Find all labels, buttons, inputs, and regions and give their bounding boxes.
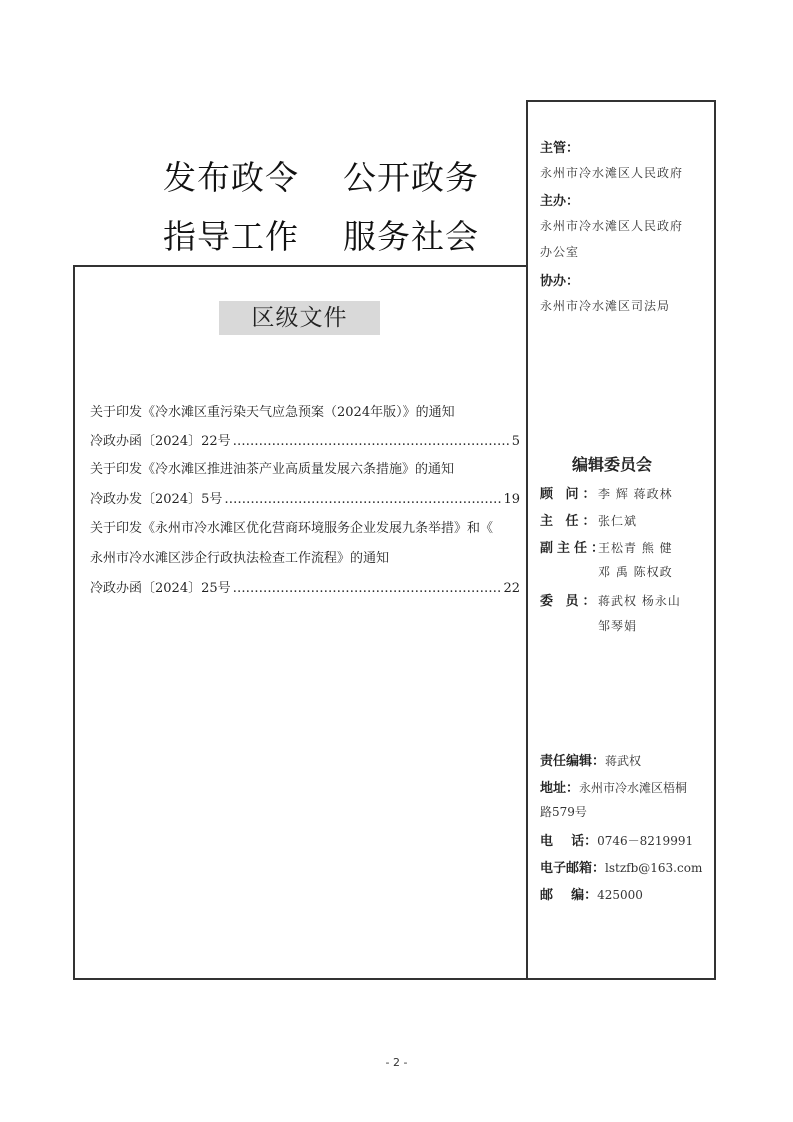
board-names: 邹琴娟 <box>598 619 638 633</box>
board-names: 王松青 熊 健 <box>598 541 673 555</box>
masthead-panel <box>526 100 716 980</box>
toc-item-ref[interactable] <box>90 491 520 509</box>
toc-item-title-cont[interactable]: 永州市冷水滩区涉企行政执法检查工作流程》的通知 <box>90 551 390 566</box>
toc-page-number: 22 <box>503 581 520 596</box>
address-value: 永州市冷水滩区梧桐 <box>579 781 688 795</box>
toc-leader-dots <box>233 433 510 451</box>
board-names: 邓 禹 陈权政 <box>598 565 673 579</box>
slogan-text: 指导工作 <box>163 217 299 256</box>
board-role: 委 员： <box>540 594 600 609</box>
toc-doc-number: 冷政办函〔2024〕22号 <box>90 434 231 449</box>
board-row <box>540 590 681 609</box>
board-role: 主 任： <box>540 514 600 529</box>
address-label: 地址： <box>540 781 580 796</box>
email-label: 电子邮箱： <box>540 861 606 876</box>
slogan-line-2 <box>163 211 479 258</box>
co-organizer-value: 永州市冷水滩区司法局 <box>540 299 671 313</box>
postcode-label: 邮 编： <box>540 888 598 903</box>
organizer-value: 永州市冷水滩区人民政府 <box>540 219 684 233</box>
toc-page-number: 5 <box>511 434 520 449</box>
phone-label: 电 话： <box>540 834 598 849</box>
board-role: 副主任： <box>540 541 609 556</box>
slogan-text: 服务社会 <box>343 217 479 256</box>
board-row <box>540 563 673 580</box>
board-names: 蒋武权 杨永山 <box>598 594 681 608</box>
sponsor-label: 主管： <box>540 141 580 156</box>
editor-label: 责任编辑： <box>540 754 606 769</box>
postcode-value: 425000 <box>597 888 643 902</box>
slogan-text: 发布政令 <box>163 158 299 197</box>
editor-row <box>540 750 641 769</box>
board-row <box>540 510 637 529</box>
organizer-label: 主办： <box>540 194 580 209</box>
toc-item-ref[interactable] <box>90 580 520 598</box>
slogan-line-1 <box>163 152 479 199</box>
board-row <box>540 483 673 502</box>
sponsor-value: 永州市冷水滩区人民政府 <box>540 166 684 180</box>
contents-panel <box>73 265 528 980</box>
toc-leader-dots <box>224 491 501 509</box>
page-number: - 2 - <box>385 1056 408 1069</box>
phone-row <box>540 830 693 849</box>
board-row <box>540 537 673 556</box>
toc-leader-dots <box>233 580 502 598</box>
toc-doc-number: 冷政办函〔2024〕25号 <box>90 581 231 596</box>
address-row <box>540 777 687 796</box>
email-value[interactable]: lstzfb@163.com <box>605 861 703 875</box>
board-names: 李 辉 蒋政林 <box>598 487 673 501</box>
co-organizer-label: 协办： <box>540 274 580 289</box>
address-row-cont: 路579号 <box>540 805 587 819</box>
email-row <box>540 857 702 876</box>
editorial-board-title: 编辑委员会 <box>572 455 653 474</box>
toc-item-title[interactable]: 关于印发《冷水滩区重污染天气应急预案（2024年版）》的通知 <box>90 405 455 420</box>
board-role: 顾 问： <box>540 487 600 502</box>
toc-item-title[interactable]: 关于印发《永州市冷水滩区优化营商环境服务企业发展九条举措》和《 <box>90 521 494 536</box>
toc-doc-number: 冷政办发〔2024〕5号 <box>90 492 223 507</box>
toc-item-title[interactable]: 关于印发《冷水滩区推进油茶产业高质量发展六条措施》的通知 <box>90 462 455 477</box>
toc-item-ref[interactable] <box>90 433 520 451</box>
slogan-text: 公开政务 <box>343 158 479 197</box>
toc-page-number: 19 <box>503 492 520 507</box>
editor-value: 蒋武权 <box>605 754 642 768</box>
postcode-row <box>540 884 643 903</box>
board-row <box>540 617 637 634</box>
organizer-value-cont: 办公室 <box>540 245 580 259</box>
board-names: 张仁斌 <box>598 514 638 528</box>
section-title: 区级文件 <box>219 301 380 335</box>
phone-value: 0746－8219991 <box>597 834 694 848</box>
